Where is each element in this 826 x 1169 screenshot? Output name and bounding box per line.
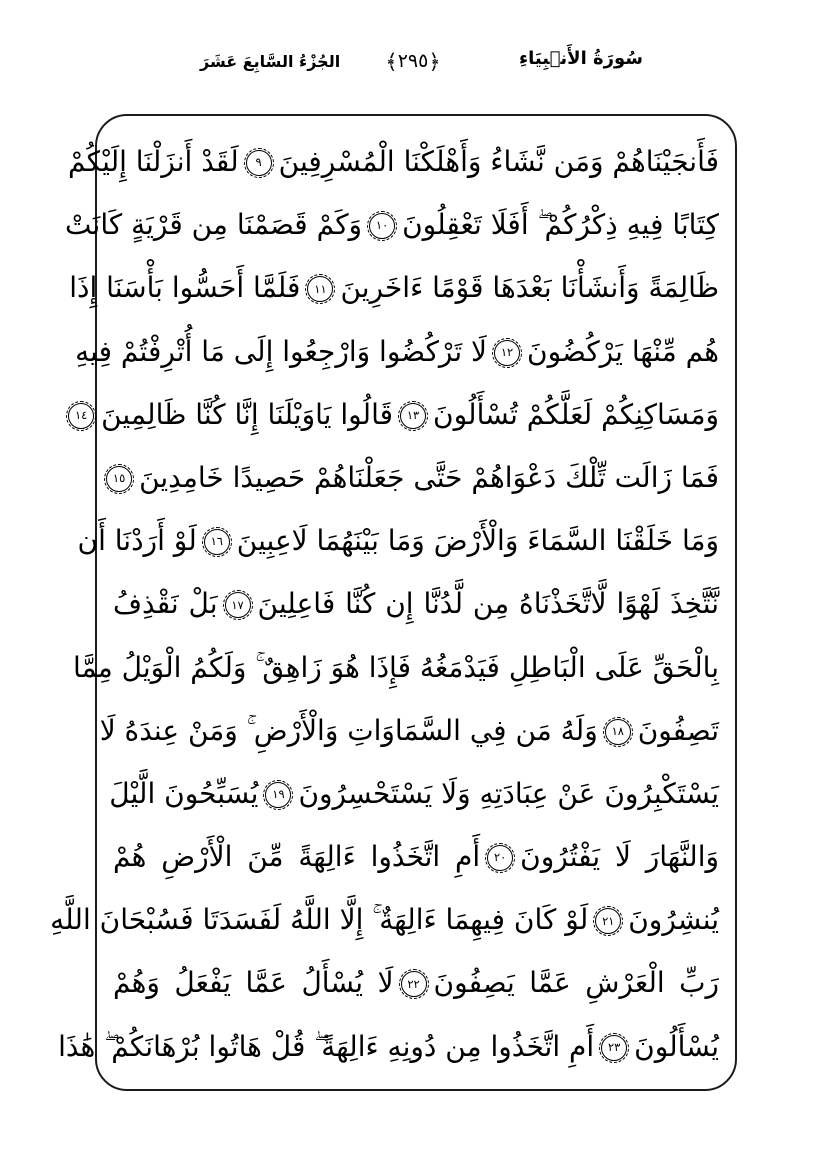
ayah-text: لَا تَرْكُضُوا وَارْجِعُوا إِلَى مَا أُتْرِفْتُمْ فِيهِ <box>75 334 488 368</box>
mushaf-line <box>58 1015 719 1078</box>
ayah-text: وَمَسَاكِنِكُمْ لَعَلَّكُمْ تُسْأَلُونَ <box>433 397 719 431</box>
ayah-text: أَمِ اتَّخَذُوا مِن دُونِهِ ءَالِهَةً ۖ قُلْ هَاتُوا بُرْهَانَكُمْ ۖ هَٰذَا <box>58 1029 595 1063</box>
ayah-text: أَمِ اتَّخَذُوا ءَالِهَةً مِّنَ الْأَرْضِ هُمْ <box>113 840 481 874</box>
mushaf-line <box>113 825 719 888</box>
ayah-text: نَّتَّخِذَ لَهْوًا لَّاتَّخَذْنَاهُ مِن لَّدُنَّا إِن كُنَّا فَاعِلِينَ <box>257 587 719 621</box>
ayah-text: بَلْ نَقْذِفُ <box>113 587 218 621</box>
ayah-text: رَبِّ الْعَرْشِ عَمَّا يَصِفُونَ <box>433 966 719 1000</box>
ornament-close-icon: ﴾ <box>385 50 398 74</box>
mushaf-line <box>68 130 719 193</box>
ayah-text: قَالُوا يَاوَيْلَنَا إِنَّا كُنَّا ظَالِمِينَ <box>101 397 394 431</box>
ayah-text: وَمَا خَلَقْنَا السَّمَاءَ وَالْأَرْضَ وَمَا بَيْنَهُمَا لَاعِبِينَ <box>236 524 719 558</box>
ayah-end-marker: ٩ <box>246 150 272 176</box>
ayah-text: كِتَابًا فِيهِ ذِكْرُكُمْ ۖ أَفَلَا تَعْقِلُونَ <box>402 208 719 242</box>
ayah-text: ظَالِمَةً وَأَنشَأْنَا بَعْدَهَا قَوْمًا ءَاخَرِينَ <box>340 271 719 305</box>
ayah-end-marker: ١٩ <box>265 782 291 808</box>
mushaf-text <box>50 130 719 1075</box>
mushaf-line <box>113 951 719 1014</box>
mushaf-line <box>69 256 719 319</box>
ayah-text: فَلَمَّا أَحَسُّوا بَأْسَنَا إِذَا <box>69 271 301 305</box>
ayah-end-marker: ١٥ <box>106 466 132 492</box>
ayah-text: تَصِفُونَ <box>637 713 719 747</box>
mushaf-line <box>65 193 719 256</box>
ayah-end-marker: ١٨ <box>605 719 631 745</box>
mushaf-line <box>113 446 719 509</box>
ayah-end-marker: ٢٣ <box>601 1035 627 1061</box>
ayah-text: هُم مِّنْهَا يَرْكُضُونَ <box>527 334 719 368</box>
ayah-text: يُسَبِّحُونَ الَّيْلَ <box>109 776 259 810</box>
page-number <box>385 50 440 74</box>
ayah-text: يُنشِرُونَ <box>628 903 719 937</box>
mushaf-line <box>109 762 719 825</box>
mushaf-line <box>74 383 719 446</box>
ayah-end-marker: ١٠ <box>369 213 395 239</box>
ayah-text: فَأَنجَيْنَاهُمْ وَمَن نَّشَاءُ وَأَهْلَكْنَا الْمُسْرِفِينَ <box>278 145 719 178</box>
ayah-text: لَقَدْ أَنزَلْنَا إِلَيْكُمْ <box>68 145 239 178</box>
text-frame-border <box>50 114 737 1091</box>
ayah-text: وَكَمْ قَصَمْنَا مِن قَرْيَةٍ كَانَتْ <box>65 208 363 242</box>
ayah-text: لَا يُسْأَلُ عَمَّا يَفْعَلُ وَهُمْ <box>113 966 394 1000</box>
ayah-end-marker: ٢٢ <box>401 971 427 997</box>
surah-title: سُورَةُ الأَنۢبِيَاءِ <box>518 48 643 69</box>
ayah-end-marker: ٢٠ <box>487 845 513 871</box>
ayah-text: فَمَا زَالَت تِّلْكَ دَعْوَاهُمْ حَتَّى جَعَلْنَاهُمْ حَصِيدًا خَامِدِينَ <box>139 460 719 494</box>
ayah-text: بِالْحَقِّ عَلَى الْبَاطِلِ فَيَدْمَغُهُ فَإِذَا هُوَ زَاهِقٌ ۚ وَلَكُمُ الْوَيْلُ مِمَّا <box>73 650 719 684</box>
mushaf-line <box>75 320 719 383</box>
mushaf-line <box>99 699 719 762</box>
ayah-end-marker: ١٧ <box>225 592 251 618</box>
page-header <box>0 44 826 92</box>
mushaf-line <box>113 572 719 635</box>
ayah-end-marker: ١١ <box>307 276 333 302</box>
ornament-open-icon: ﴿ <box>428 50 441 74</box>
page-number-value: ٢٩٥ <box>397 50 429 72</box>
juz-title: الجُزْءُ السَّابِعَ عَشَرَ <box>200 52 341 71</box>
mushaf-line <box>50 888 719 951</box>
ayah-text: يُسْأَلُونَ <box>634 1029 719 1063</box>
ayah-end-marker: ١٤ <box>68 403 94 429</box>
ayah-end-marker: ١٦ <box>204 529 230 555</box>
ayah-text: وَلَهُ مَن فِي السَّمَاوَاتِ وَالْأَرْضِ ۚ وَمَنْ عِندَهُ لَا <box>99 713 598 747</box>
ayah-end-marker: ١٣ <box>400 403 426 429</box>
ayah-text: لَوْ أَرَدْنَا أَن <box>77 524 197 558</box>
ayah-text: لَوْ كَانَ فِيهِمَا ءَالِهَةٌ ۚ إِلَّا اللَّهُ لَفَسَدَتَا فَسُبْحَانَ اللَّهِ <box>50 903 589 937</box>
mushaf-line <box>73 636 719 699</box>
mushaf-line <box>77 509 719 572</box>
ayah-text: يَسْتَكْبِرُونَ عَنْ عِبَادَتِهِ وَلَا يَسْتَحْسِرُونَ <box>298 776 719 810</box>
ayah-end-marker: ٢١ <box>595 908 621 934</box>
ayah-text: وَالنَّهَارَ لَا يَفْتُرُونَ <box>520 840 719 874</box>
ayah-end-marker: ١٢ <box>494 340 520 366</box>
